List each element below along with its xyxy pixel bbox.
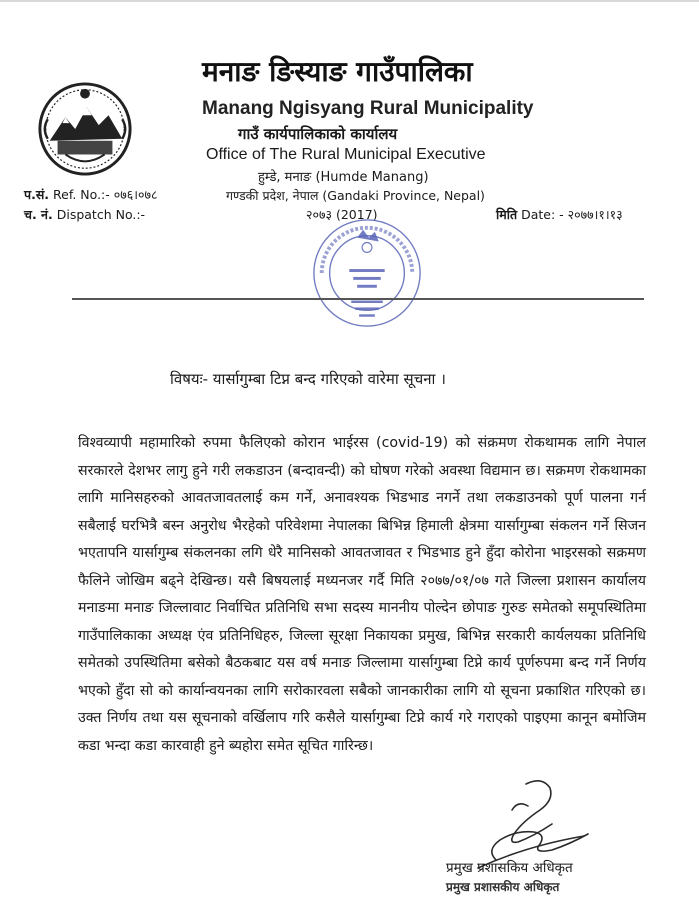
ref-label-english: Ref. No.:-	[53, 187, 110, 202]
municipality-title-english: Manang Ngisyang Rural Municipality	[202, 98, 534, 119]
top-rule	[0, 0, 699, 2]
address-line-1: हुम्डे, मनाङ (Humde Manang)	[258, 170, 429, 185]
office-title-english: Office of The Rural Municipal Executive	[206, 146, 486, 163]
ref-value: ०७६।०७८	[113, 187, 158, 202]
established-year: २०७३ (2017)	[306, 207, 378, 222]
date-value: २०७७।१।१३	[567, 207, 623, 222]
dispatch-label-english: Dispatch No.:-	[56, 207, 146, 222]
dispatch-number	[24, 206, 145, 223]
ref-label: प.सं.	[24, 187, 50, 202]
header-divider	[72, 298, 644, 300]
document-date	[496, 206, 623, 223]
nepal-emblem-icon	[36, 80, 134, 178]
notice-body: विश्वव्यापी महामारिको रुपमा फैलिएको कोरान भाईरस (covid-19) को संक्रमण रोकथामक लागि नेपाल सरकारले देशभर लागु हुने गरी लकडाउन (बन्दावन्दी) को घोषण गरेको अवस्था विद्यमान छ। सक्रमण रोकथामका लागि मानिसहरुको आवतजावतलाई कम गर्ने, अनावश्यक भिडभाड नगर्ने तथा लकडाउनको पूर्ण पालना गर्न सबैलाई घरभित्रै बस्न अनुरोध भैरहेको परिवेशमा नेपालका बिभिन्न हिमाली क्षेत्रमा यार्सागुम्बा संकलन गर्ने सिजन भएतापनि यार्सागुम्ब संकलनका लगि धेरै मानिसको आवतजावत र भिडभाड हुने हुँदा कोरोना भाइरसको सक्रमण फैलिने जोखिम बढ्ने देखिन्छ। यसै बिषयलाई मध्यनजर गर्दै मिति २०७७/०१/०७ गते जिल्ला प्रशासन कार्यालय मनाङमा मनाङ जिल्लावाट निर्वाचित प्रतिनिधि सभा सदस्य माननीय पोल्देन छोपाङ गुरुङ समेतको समूपस्थितिमा गाउँपालिकाका अध्यक्ष एंव प्रतिनिधिहरु, जिल्ला सूरक्षा निकायका प्रमुख, बिभिन्न सरकारी कार्यलयका प्रतिनिधि समेतको उपस्थितिमा बसेको बैठकबाट यस वर्ष मनाङ जिल्लामा यार्सागुम्बा टिप्ने कार्य पूर्णरुपमा बन्द गर्ने निर्णय भएको हुँदा सो को कार्यान्वयनका लागि सरोकारवला सबैको जानकारीका लागि यो सूचना प्रकाशित गरिएको छ। उक्त निर्णय तथा यस सूचनाको वर्खिलाप गरि कसैले यार्सागुम्बा टिप्ने कार्य गरे गराएको पाइएमा कानून बमोजिम कडा भन्दा कडा कारवाही हुने ब्यहोरा समेत सूचित गारिन्छ।	[78, 435, 646, 754]
dispatch-label: च. नं.	[24, 207, 53, 222]
signatory-stamp-line: प्रमुख प्रशासकीय अधिकृत	[446, 880, 560, 894]
signatory-title: प्रमुख प्रशासकिय अधिकृत	[446, 860, 573, 876]
address-line-2: गण्डकी प्रदेश, नेपाल (Gandaki Province, Nepal)	[226, 188, 485, 203]
notice-subject: विषयः- यार्सागुम्बा टिप्न बन्द गरिएको वारेमा सूचना ।	[170, 370, 446, 388]
date-label: मिति	[496, 207, 518, 222]
date-label-english: Date: -	[521, 207, 564, 222]
municipality-title-nepali: मनाङ ङिस्याङ गाउँपालिका	[202, 55, 473, 88]
office-title-nepali: गाउँ कार्यपालिकाको कार्यालय	[238, 125, 398, 143]
reference-number	[24, 186, 158, 203]
office-stamp-icon	[308, 214, 426, 332]
